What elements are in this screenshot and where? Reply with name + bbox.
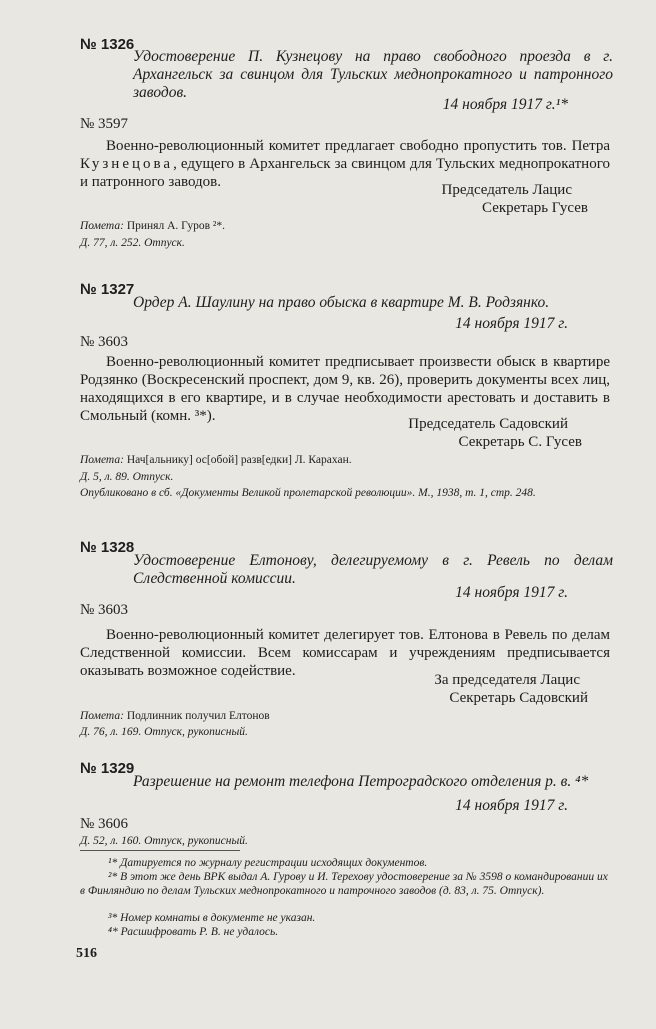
doc-date: 14 ноября 1917 г.¹* [442, 96, 568, 113]
doc-title: Ордер А. Шаулину на право обыска в квартире М. В. Родзянко. [133, 294, 550, 311]
doc-number: № 1327 [80, 281, 135, 298]
footnote: ¹* Датируется по журналу регистрации исходящих документов. [108, 857, 428, 869]
doc-title: Разрешение на ремонт телефона Петроградского отделения р. в. ⁴* [133, 773, 589, 790]
doc-number: № 1328 [80, 539, 135, 556]
doc-body: Военно-революционный комитет предлагает свободно пропустить тов. Петра Кузнецова, едущего в Архангельск за свинцом для Тульских меднопрокатного и патронного заводов. [80, 138, 610, 190]
doc-note: Помета: Принял А. Гуров ²*. [80, 220, 225, 232]
signature-secretary: Секретарь С. Гусев [458, 434, 582, 450]
archive-reference: Д. 5, л. 89. Отпуск. [80, 471, 174, 483]
registration-number: № 3597 [80, 116, 129, 132]
archive-reference: Д. 52, л. 160. Отпуск, рукописный. [80, 835, 248, 847]
doc-note: Помета: Нач[альнику] ос[обой] разв[едки] Л. Карахан. [80, 454, 352, 466]
footnote: ²* В этот же день ВРК выдал А. Гурову и И. Терехову удостоверение за № 3598 о командировании их в Финляндию по делам Тульских меднопрокатного и патрочного заводов (д. 83, л. 75. Отпуск). [80, 871, 608, 897]
doc-title: Удостоверение П. Кузнецову на право свободного проезда в г. Архангельск за свинцом для Тульских меднопрокатного и патронного заводов. [133, 48, 613, 101]
signature-secretary: Секретарь Гусев [482, 200, 588, 216]
registration-number: № 3603 [80, 602, 129, 618]
doc-number: № 1326 [80, 36, 135, 53]
registration-number: № 3603 [80, 334, 129, 350]
archive-reference: Д. 76, л. 169. Отпуск, рукописный. [80, 726, 248, 738]
registration-number: № 3606 [80, 816, 129, 832]
archive-reference: Д. 77, л. 252. Отпуск. [80, 237, 185, 249]
footnote: ⁴* Расшифровать Р. В. не удалось. [108, 926, 279, 938]
signature-chairman: Председатель Лацис [441, 182, 572, 198]
doc-date: 14 ноября 1917 г. [455, 315, 568, 332]
doc-title: Удостоверение Елтонову, делегируемому в г. Ревель по делам Следственной комиссии. [133, 552, 613, 587]
doc-note: Помета: Подлинник получил Елтонов [80, 710, 270, 722]
footnote: ³* Номер комнаты в документе не указан. [108, 912, 316, 924]
doc-number: № 1329 [80, 760, 135, 777]
doc-date: 14 ноября 1917 г. [455, 584, 568, 601]
publication-reference: Опубликовано в сб. «Документы Великой пролетарской революции». М., 1938, т. 1, стр. 248. [80, 487, 536, 499]
signature-secretary: Секретарь Садовский [449, 690, 588, 706]
signature-chairman: Председатель Садовский [408, 416, 568, 432]
footnote-divider [80, 850, 240, 851]
doc-body: Военно-революционный комитет делегирует тов. Елтонова в Ревель по делам Следственной комиссии. Всем комиссарам и учреждениям предписывается оказывать возможное содействие. [80, 627, 610, 679]
doc-body: Военно-революционный комитет предписывает произвести обыск в квартире Родзянко (Воскресенский проспект, дом 9, кв. 26), проверить документы всех лиц, находящихся в его квартире, и в случае необходимости арестовать и доставить в Смольный (комн. ³*). [80, 354, 610, 424]
doc-date: 14 ноября 1917 г. [455, 797, 568, 814]
signature-chairman: За председателя Лацис [434, 672, 580, 688]
page-number: 516 [76, 946, 97, 961]
